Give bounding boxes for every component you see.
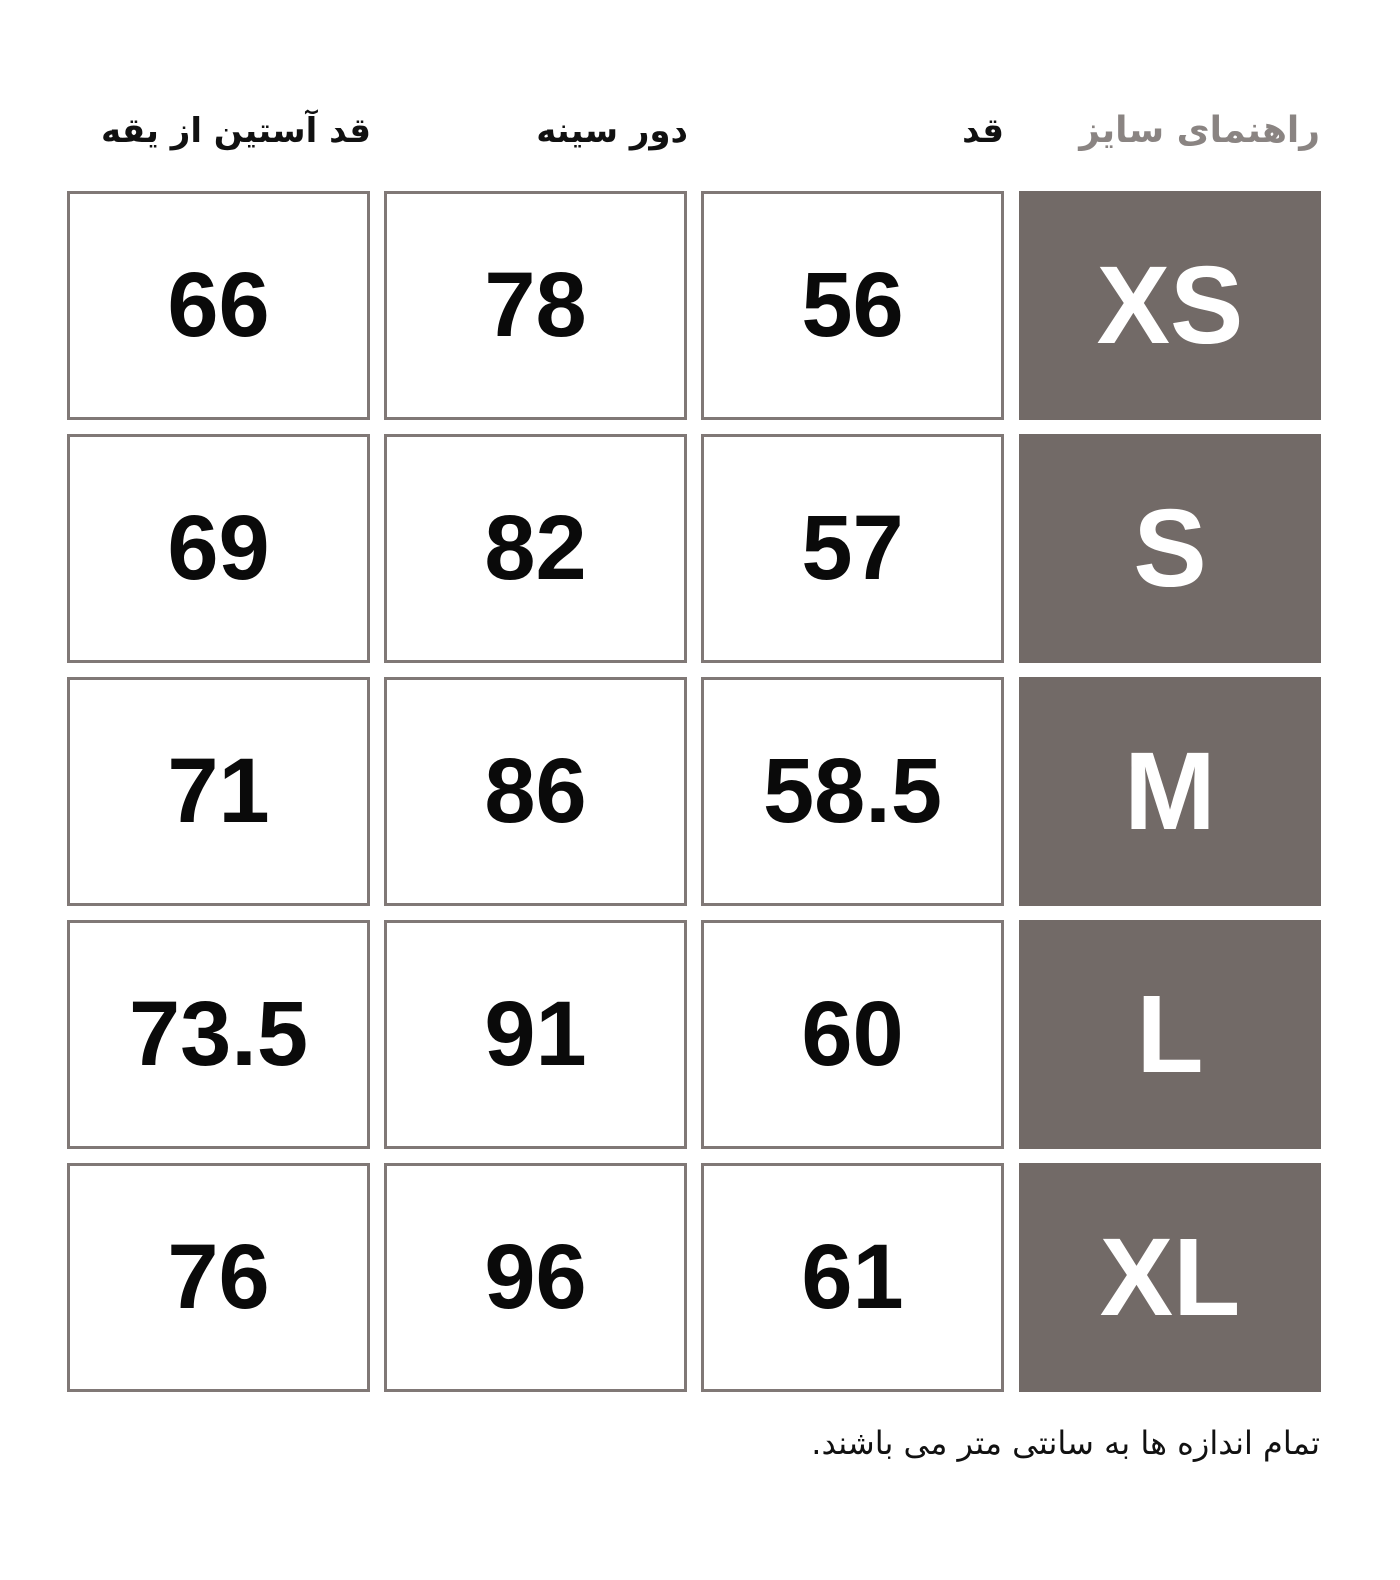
chest-value-cell: 96 <box>384 1163 687 1392</box>
length-value-cell: 58.5 <box>701 677 1004 906</box>
chest-value-cell: 78 <box>384 191 687 420</box>
sleeve-value-cell: 71 <box>67 677 370 906</box>
size-label-cell: M <box>1019 677 1321 906</box>
column-header-sleeve: قد آستین از یقه <box>101 111 371 151</box>
length-value-cell: 56 <box>701 191 1004 420</box>
size-label-cell: S <box>1019 434 1321 663</box>
size-guide-title: راهنمای سایز <box>1079 110 1320 151</box>
sleeve-value-cell: 73.5 <box>67 920 370 1149</box>
column-header-chest: دور سینه <box>536 111 688 151</box>
sleeve-value-cell: 76 <box>67 1163 370 1392</box>
sleeve-value-cell: 66 <box>67 191 370 420</box>
chest-value-cell: 91 <box>384 920 687 1149</box>
chest-value-cell: 82 <box>384 434 687 663</box>
size-label-cell: XS <box>1019 191 1321 420</box>
size-label-cell: L <box>1019 920 1321 1149</box>
sleeve-value-cell: 69 <box>67 434 370 663</box>
size-label-cell: XL <box>1019 1163 1321 1392</box>
units-footnote: تمام اندازه ها به سانتی متر می باشند. <box>811 1424 1320 1462</box>
column-header-length: قد <box>962 111 1004 151</box>
length-value-cell: 61 <box>701 1163 1004 1392</box>
length-value-cell: 60 <box>701 920 1004 1149</box>
length-value-cell: 57 <box>701 434 1004 663</box>
chest-value-cell: 86 <box>384 677 687 906</box>
